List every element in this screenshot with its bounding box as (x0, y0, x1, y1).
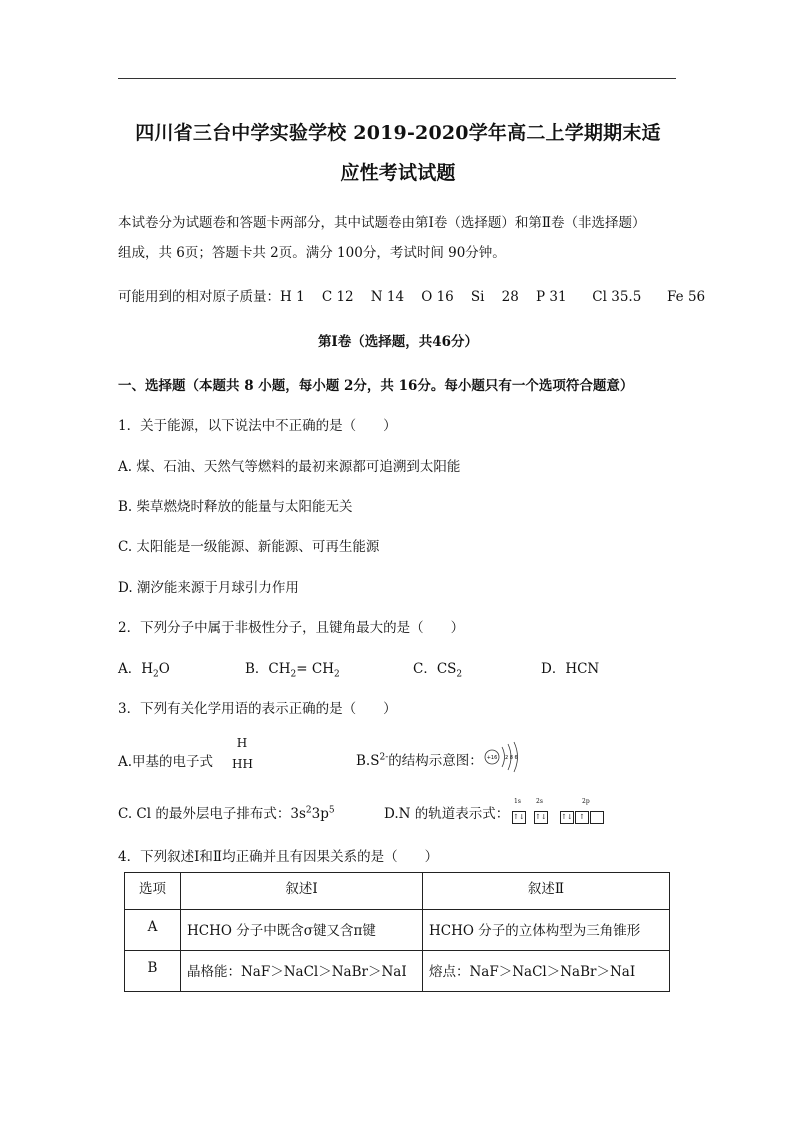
q2-option-d: D．HCN (541, 661, 600, 677)
row-b-option: B (125, 951, 181, 992)
methyl-formula-top: H (236, 736, 248, 750)
q2-stem: 2．下列分子中属于非极性分子，且键角最大的是（ ） (118, 620, 465, 636)
section1-heading: 一、选择题（本题共 8 小题，每小题 2分，共 16分。每小题只有一个选项符合题意） (118, 378, 634, 394)
header-statement-1: 叙述Ⅰ (181, 873, 423, 910)
q3-stem: 3．下列有关化学用语的表示正确的是（ ） (118, 701, 397, 717)
q1-option-b: B. 柴草燃烧时释放的能量与太阳能无关 (118, 499, 353, 515)
q2-option-c: C．$CS_2$ (413, 661, 463, 680)
q2-option-b: B．$CH_2= CH_2$ (245, 661, 340, 680)
shell-electron-counts: 2 8 6 (505, 755, 518, 761)
methyl-formula-bottom: HH (232, 757, 253, 771)
row-b-statement-2: 熔点：NaF＞NaCl＞NaBr＞NaI (423, 951, 670, 992)
nitrogen-orbital-diagram (510, 798, 610, 824)
q2-option-a: A．$H_2O$ (118, 661, 170, 680)
nucleus-charge: +16 (486, 755, 498, 761)
intro-line1: 本试卷分为试题卷和答题卡两部分，其中试题卷由第Ⅰ卷（选择题）和第Ⅱ卷（非选择题） (118, 215, 646, 231)
sulfide-structure-diagram (482, 740, 524, 774)
row-a-statement-2: HCHO 分子的立体构型为三角锥形 (423, 910, 670, 951)
q1-stem: 1．关于能源，以下说法中不正确的是（ ） (118, 418, 397, 434)
orbital-box-2p-2: ↑ (575, 811, 589, 824)
q3-option-c: C. Cl 的最外层电子排布式：$3s^23p^5$ (118, 805, 335, 822)
intro-line2: 组成，共 6页；答题卡共 2页。满分 100分，考试时间 90分钟。 (118, 245, 506, 261)
q3-option-d-label: D.N 的轨道表示式： (384, 806, 510, 822)
q1-option-c: C. 太阳能是一级能源、新能源、可再生能源 (118, 539, 380, 555)
q4-stem: 4．下列叙述Ⅰ和Ⅱ均正确并且有因果关系的是（ ） (118, 849, 439, 865)
header-option: 选项 (125, 873, 181, 910)
orbital-box-2s: ↑↓ (534, 811, 548, 824)
orbital-label-1s: 1s (514, 798, 521, 805)
header-rule (118, 78, 676, 79)
table-row (125, 910, 670, 951)
q4-table (124, 872, 670, 992)
row-a-statement-1: HCHO 分子中既含σ键又含π键 (181, 910, 423, 951)
q3-option-b-label: $B.S^{2-}$的结构示意图： (356, 752, 483, 769)
q1-option-d: D. 潮汐能来源于月球引力作用 (118, 580, 299, 596)
table-row (125, 951, 670, 992)
table-header-row (125, 873, 670, 910)
q1-option-a: A. 煤、石油、天然气等燃料的最初来源都可追溯到太阳能 (118, 459, 461, 475)
part1-heading: 第Ⅰ卷（选择题，共46分） (317, 334, 479, 350)
doc-title-line2: 应性考试试题 (340, 162, 456, 184)
doc-title-line1: 四川省三台中学实验学校 2019-2020学年高二上学期期末适 (135, 122, 661, 144)
orbital-label-2p: 2p (582, 798, 590, 805)
row-a-option: A (125, 910, 181, 951)
header-statement-2: 叙述Ⅱ (423, 873, 670, 910)
q3-option-a-label: A.甲基的电子式 (118, 754, 214, 770)
orbital-box-2p-1: ↑↓ (560, 811, 574, 824)
atomic-masses: 可能用到的相对原子质量：H 1 C 12 N 14 O 16 Si 28 P 31 Cl 35.5 Fe 56 (118, 289, 706, 305)
orbital-box-1s: ↑↓ (512, 811, 526, 824)
orbital-box-2p-3 (590, 811, 604, 824)
row-b-statement-1: 晶格能：NaF＞NaCl＞NaBr＞NaI (181, 951, 423, 992)
orbital-label-2s: 2s (536, 798, 543, 805)
